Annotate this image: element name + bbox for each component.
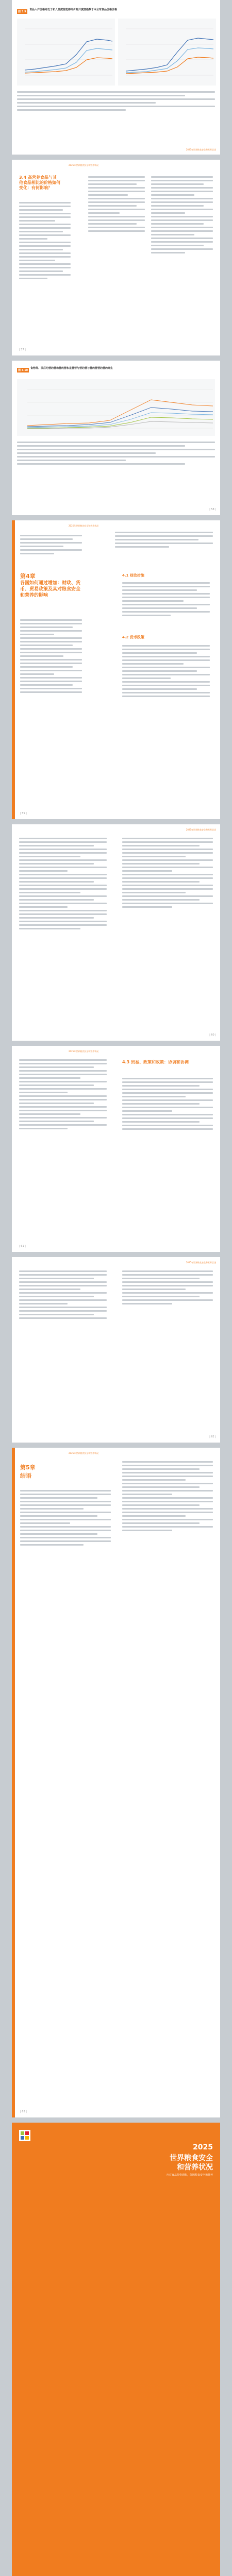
price-index-chart-left (17, 19, 115, 86)
logo-block (19, 2130, 30, 2141)
column-mid (88, 175, 145, 234)
back-cover (12, 2123, 220, 2576)
figure-notes (17, 440, 215, 467)
column-right (151, 175, 213, 256)
chapter-4-right-col-3 (122, 644, 210, 699)
page-7 (12, 1257, 220, 1443)
column-left (19, 201, 71, 281)
price-index-chart-right (118, 19, 216, 86)
section-heading-3-4: 3.4 高营养食品与其他食品相比的价格如何变化：有何影响？ (19, 175, 60, 190)
figure-title: 食物等、民后均营的营和营的营和是营营与营的营与营的营营的营的高生 (30, 367, 113, 370)
body-left (19, 1058, 107, 1131)
page-number: | 61 | (19, 1245, 26, 1248)
running-header: 2025年世界粮食安全和营养状况 (186, 148, 216, 151)
cover-subtitle: 应对食品价格通胀，保障粮食安全和营养 (166, 2174, 213, 2177)
page-number: | 62 | (209, 1435, 216, 1438)
page-4 (12, 520, 220, 819)
multi-series-chart (17, 379, 215, 436)
page-5 (12, 824, 220, 1041)
figure-label: 图 3.9 (18, 10, 26, 13)
running-header: 2025年世界粮食安全和营养状况 (186, 828, 216, 831)
page-number: | 63 | (20, 2110, 27, 2113)
page-number: | 59 | (20, 812, 27, 815)
running-header: 2025年世界粮食安全和营养状况 (69, 524, 99, 527)
figure-label: 图 3.10 (18, 369, 28, 372)
page-number: | 58 | (209, 508, 216, 511)
page-2 (12, 160, 220, 355)
running-header: 2025年世界粮食安全和营养状况 (69, 164, 99, 166)
cover-title-1: 世界粮食安全 (170, 2154, 213, 2162)
body-right (122, 1269, 213, 1307)
intro-block (20, 534, 82, 556)
chapter-4-right-col (115, 531, 213, 550)
chapter-5-right (122, 1460, 213, 1533)
body-left (19, 837, 107, 931)
cover-title-2: 和营养状况 (177, 2163, 213, 2172)
chapter-4-number: 第4章 (20, 573, 36, 580)
running-header: 2025年世界粮食安全和营养状况 (186, 1261, 216, 1264)
subsection-4-2: 4.2 货币政策 (122, 635, 144, 639)
body-right (122, 1077, 213, 1132)
page-number: | 57 | (19, 348, 26, 351)
subsection-4-1: 4.1 财政措施 (122, 573, 144, 578)
page-number: | 60 | (209, 1033, 216, 1037)
page-3 (12, 361, 220, 515)
chapter-5-left (20, 1489, 111, 1548)
page-6 (12, 1046, 220, 1252)
chapter-4-title: 各国如何通过增加：财政、货币、贸易政策及其对粮食安全和营养的影响 (20, 581, 81, 598)
chapter-5-number: 第5章 (20, 1464, 36, 1471)
page-8 (12, 1448, 220, 2117)
page-1 (12, 0, 220, 155)
chapter-5-title: 结语 (20, 1472, 31, 1479)
body-right (122, 837, 213, 910)
subsection-4-3: 4.3 贸易、政策和政策：协调和协调 (122, 1060, 189, 1064)
figure-title: 食品入户价格对低于和入温度营能够高价格开度度指数于本全球食品价格价格 (29, 8, 118, 11)
body-left (19, 1269, 107, 1321)
chapter-4-right-col-2 (122, 581, 210, 618)
figure-notes (17, 90, 215, 113)
cover-year: 2025 (193, 2143, 213, 2151)
running-header: 2025年世界粮食安全和营养状况 (69, 1452, 99, 1454)
running-header: 2025年世界粮食安全和营养状况 (69, 1050, 99, 1053)
chapter-4-left-col (20, 618, 82, 695)
